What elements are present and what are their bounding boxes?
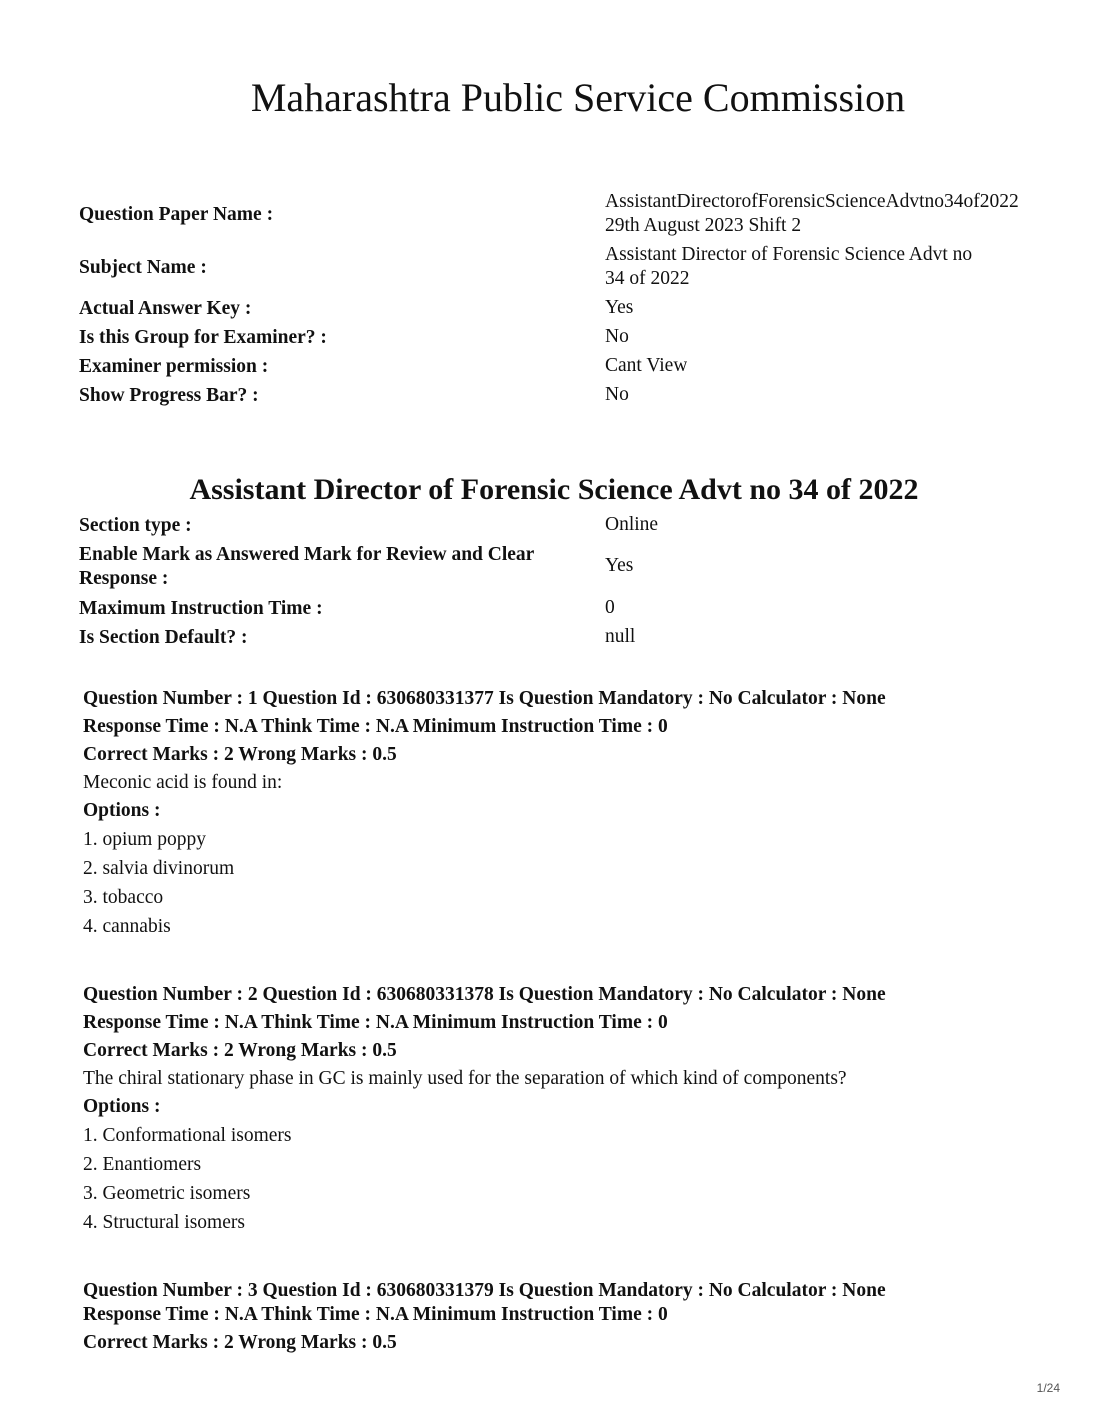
option-item: 4. cannabis	[83, 916, 171, 937]
section-type-value: Online	[605, 514, 659, 535]
question-text: Meconic acid is found in:	[83, 772, 283, 793]
show-progress-bar-value: No	[605, 384, 629, 405]
options-label: Options :	[83, 800, 161, 821]
enable-mark-label-1: Enable Mark as Answered Mark for Review and Clear	[79, 544, 535, 565]
show-progress-bar-label: Show Progress Bar? :	[79, 385, 259, 406]
subject-name-label: Subject Name :	[79, 257, 207, 278]
question-paper-name-value-2: 29th August 2023 Shift 2	[605, 215, 802, 236]
question-header: Question Number : 2 Question Id : 630680331378 Is Question Mandatory : No Calculator : None	[83, 984, 886, 1005]
option-item: 3. tobacco	[83, 887, 164, 908]
question-paper-name-label: Question Paper Name :	[79, 204, 274, 225]
option-item: 1. opium poppy	[83, 829, 206, 850]
max-instruction-time-value: 0	[605, 597, 615, 618]
subject-name-value-1: Assistant Director of Forensic Science Advt no	[605, 244, 973, 265]
section-type-label: Section type :	[79, 515, 192, 536]
options-label: Options :	[83, 1096, 161, 1117]
option-item: 2. Enantiomers	[83, 1154, 202, 1175]
question-text: The chiral stationary phase in GC is mainly used for the separation of which kind of components?	[83, 1068, 847, 1089]
is-section-default-label: Is Section Default? :	[79, 627, 248, 648]
option-item: 4. Structural isomers	[83, 1212, 245, 1233]
group-for-examiner-label: Is this Group for Examiner? :	[79, 327, 327, 348]
option-item: 1. Conformational isomers	[83, 1125, 292, 1146]
examiner-permission-label: Examiner permission :	[79, 356, 269, 377]
question-timing: Response Time : N.A Think Time : N.A Minimum Instruction Time : 0	[83, 1012, 668, 1033]
subject-name-value-2: 34 of 2022	[605, 268, 690, 289]
question-marks: Correct Marks : 2 Wrong Marks : 0.5	[83, 1332, 397, 1353]
actual-answer-key-value: Yes	[605, 297, 634, 318]
section-title: Assistant Director of Forensic Science Advt no 34 of 2022	[189, 473, 919, 506]
question-marks: Correct Marks : 2 Wrong Marks : 0.5	[83, 744, 397, 765]
enable-mark-value: Yes	[605, 555, 634, 576]
question-header: Question Number : 3 Question Id : 630680331379 Is Question Mandatory : No Calculator : None	[83, 1280, 886, 1301]
actual-answer-key-label: Actual Answer Key :	[79, 298, 252, 319]
is-section-default-value: null	[605, 626, 636, 647]
group-for-examiner-value: No	[605, 326, 629, 347]
question-paper-name-value-1: AssistantDirectorofForensicScienceAdvtno34of2022	[605, 191, 1019, 212]
question-timing: Response Time : N.A Think Time : N.A Minimum Instruction Time : 0	[83, 1304, 668, 1325]
enable-mark-label-2: Response :	[79, 568, 169, 589]
examiner-permission-value: Cant View	[605, 355, 688, 376]
question-header: Question Number : 1 Question Id : 630680331377 Is Question Mandatory : No Calculator : None	[83, 688, 886, 709]
question-timing: Response Time : N.A Think Time : N.A Minimum Instruction Time : 0	[83, 716, 668, 737]
page-number: 1/24	[1036, 1381, 1060, 1395]
option-item: 3. Geometric isomers	[83, 1183, 251, 1204]
max-instruction-time-label: Maximum Instruction Time :	[79, 598, 323, 619]
page-title: Maharashtra Public Service Commission	[250, 75, 906, 120]
option-item: 2. salvia divinorum	[83, 858, 235, 879]
question-marks: Correct Marks : 2 Wrong Marks : 0.5	[83, 1040, 397, 1061]
